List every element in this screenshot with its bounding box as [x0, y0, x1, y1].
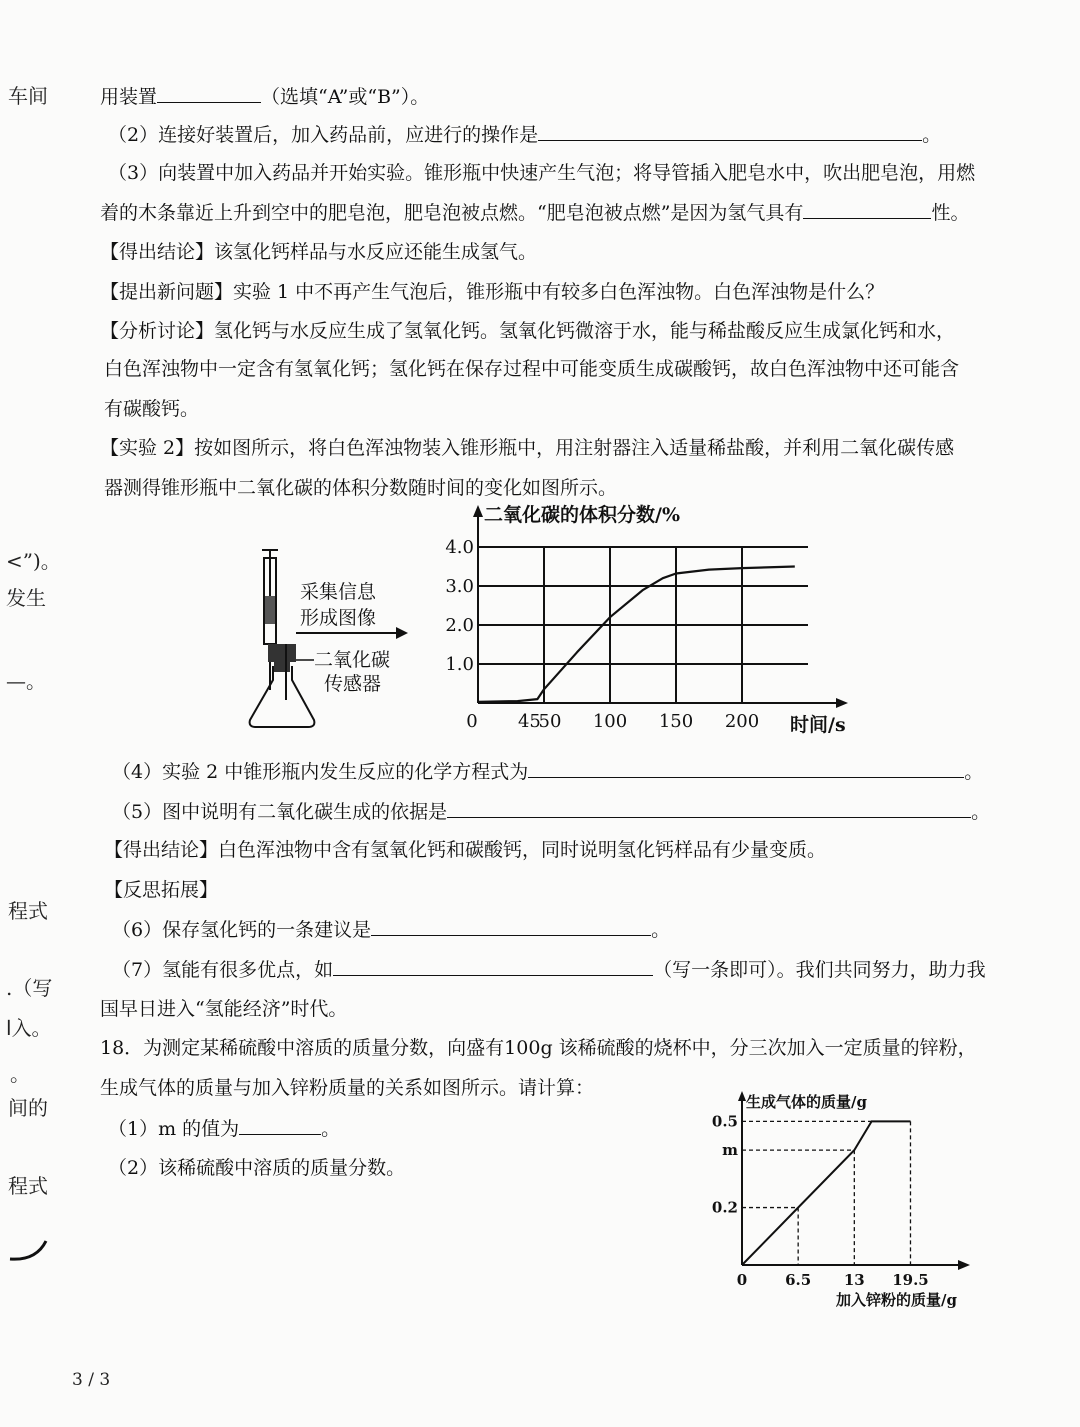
answer-blank[interactable]	[447, 799, 971, 818]
y-tick-label: m	[722, 1141, 738, 1160]
y-axis-title: 生成气体的质量/g	[746, 1093, 867, 1111]
x-tick-label: 100	[592, 711, 628, 732]
sensor-label: 传感器	[324, 673, 382, 695]
y-axis-arrow	[738, 1091, 746, 1101]
text-line: 【实验 2】按如图所示，将白色浑浊物装入锥形瓶中，用注射器注入适量稀盐酸，并利用二氧化碳传感	[100, 437, 955, 459]
text-line: （5）图中说明有二氧化碳生成的依据是 。	[112, 801, 991, 823]
collect-info-label: 采集信息	[300, 581, 377, 603]
text-line: （6）保存氢化钙的一条建议是 。	[112, 919, 671, 941]
text-line: 【得出结论】白色浑浊物中含有氢氧化钙和碳酸钙，同时说明氢化钙样品有少量变质。	[104, 839, 827, 861]
x-tick-label: 19.5	[892, 1271, 929, 1289]
co2-label: 二氧化碳	[314, 649, 391, 671]
answer-blank[interactable]	[371, 917, 651, 936]
answer-blank[interactable]	[333, 957, 653, 976]
y-tick-label: 1.0	[445, 654, 474, 675]
margin-fragment: 程式	[8, 1174, 48, 1198]
text-line: 【得出结论】该氢化钙样品与水反应还能生成氢气。	[100, 241, 538, 263]
form-image-label: 形成图像	[300, 607, 377, 629]
margin-fragment: ا入。	[6, 1016, 52, 1040]
x-tick-label: 13	[843, 1271, 865, 1289]
text-line: （2）该稀硫酸中溶质的质量分数。	[108, 1157, 406, 1179]
text-line: 【反思拓展】	[104, 879, 219, 901]
margin-fragment: 。	[10, 1062, 30, 1086]
text-line: 器测得锥形瓶中二氧化碳的体积分数随时间的变化如图所示。	[104, 477, 618, 499]
x-axis-arrow	[958, 1260, 970, 1270]
margin-fragment: 发生	[6, 586, 46, 610]
margin-scribble	[6, 1235, 52, 1265]
margin-fragment: <”)。	[6, 549, 61, 573]
x-tick-label: 45	[517, 711, 541, 732]
co2-volume-chart	[430, 495, 870, 745]
answer-blank[interactable]	[803, 200, 931, 219]
text-line: （3）向装置中加入药品并开始实验。锥形瓶中快速产生气泡；将导管插入肥皂水中，吹出肥皂泡，用燃	[108, 162, 976, 184]
x-tick-label: 0	[466, 711, 478, 732]
y-axis-title: 二氧化碳的体积分数/%	[484, 504, 680, 526]
y-tick-label: 3.0	[445, 576, 474, 597]
text-line: （2）连接好装置后，加入药品前，应进行的操作是 。	[108, 124, 942, 146]
text-line: 白色浑浊物中一定含有氢氧化钙；氢化钙在保存过程中可能变质生成碳酸钙，故白色浑浊物中还可能含	[104, 358, 960, 380]
experiment-apparatus	[240, 540, 430, 740]
text-line: 用装置 （选填“A”或“B”）。	[100, 86, 430, 108]
x-tick-label: 6.5	[785, 1271, 812, 1289]
zinc-gas-chart	[700, 1085, 990, 1315]
text-line: 【分析讨论】氢化钙与水反应生成了氢氧化钙。氢氧化钙微溶于水，能与稀盐酸反应生成氯化钙和水，	[100, 320, 956, 342]
x-tick-label: 50	[538, 711, 562, 732]
text-line: 生成气体的质量与加入锌粉质量的关系如图所示。请计算：	[100, 1077, 595, 1099]
y-tick-label: 0.5	[711, 1112, 738, 1131]
x-axis-title: 时间/s	[790, 714, 846, 736]
y-tick-label: 0.2	[711, 1198, 738, 1217]
answer-blank[interactable]	[157, 84, 261, 103]
text-line: （1）m 的值为 。	[108, 1118, 341, 1140]
margin-fragment: 程式	[8, 899, 48, 923]
answer-blank[interactable]	[239, 1116, 321, 1135]
series-line	[742, 1121, 911, 1265]
y-tick-label: 2.0	[445, 615, 474, 636]
x-tick-label: 150	[658, 711, 694, 732]
x-axis-title: 加入锌粉的质量/g	[836, 1291, 957, 1309]
answer-blank[interactable]	[528, 759, 964, 778]
y-tick-label: 4.0	[445, 537, 474, 558]
margin-fragment: —。	[6, 669, 46, 693]
margin-fragment: 间的	[8, 1096, 48, 1120]
text-line: 有碳酸钙。	[104, 398, 200, 420]
text-line: （7）氢能有很多优点，如 （写一条即可）。我们共同努力，助力我	[112, 959, 986, 981]
x-tick-label: 200	[724, 711, 760, 732]
answer-blank[interactable]	[538, 122, 922, 141]
y-axis-arrow	[473, 505, 483, 517]
x-axis-arrow	[836, 698, 848, 708]
text-line: 【提出新问题】实验 1 中不再产生气泡后，锥形瓶中有较多白色浑浊物。白色浑浊物是什么？	[100, 281, 885, 303]
page-number: 3 / 3	[72, 1370, 111, 1390]
margin-fragment: 车间	[8, 84, 48, 108]
text-line: 18．为测定某稀硫酸中溶质的质量分数，向盛有100g 该稀硫酸的烧杯中，分三次加入一定质量的锌粉，	[100, 1037, 977, 1059]
margin-fragment: .（写	[6, 976, 53, 1000]
x-tick-label: 0	[736, 1271, 748, 1289]
text-line: （4）实验 2 中锥形瓶内发生反应的化学方程式为 。	[112, 761, 984, 783]
text-line: 国早日进入“氢能经济”时代。	[100, 998, 348, 1020]
text-line: 着的木条靠近上升到空中的肥皂泡，肥皂泡被点燃。“肥皂泡被点燃”是因为氢气具有 性。	[100, 202, 970, 224]
